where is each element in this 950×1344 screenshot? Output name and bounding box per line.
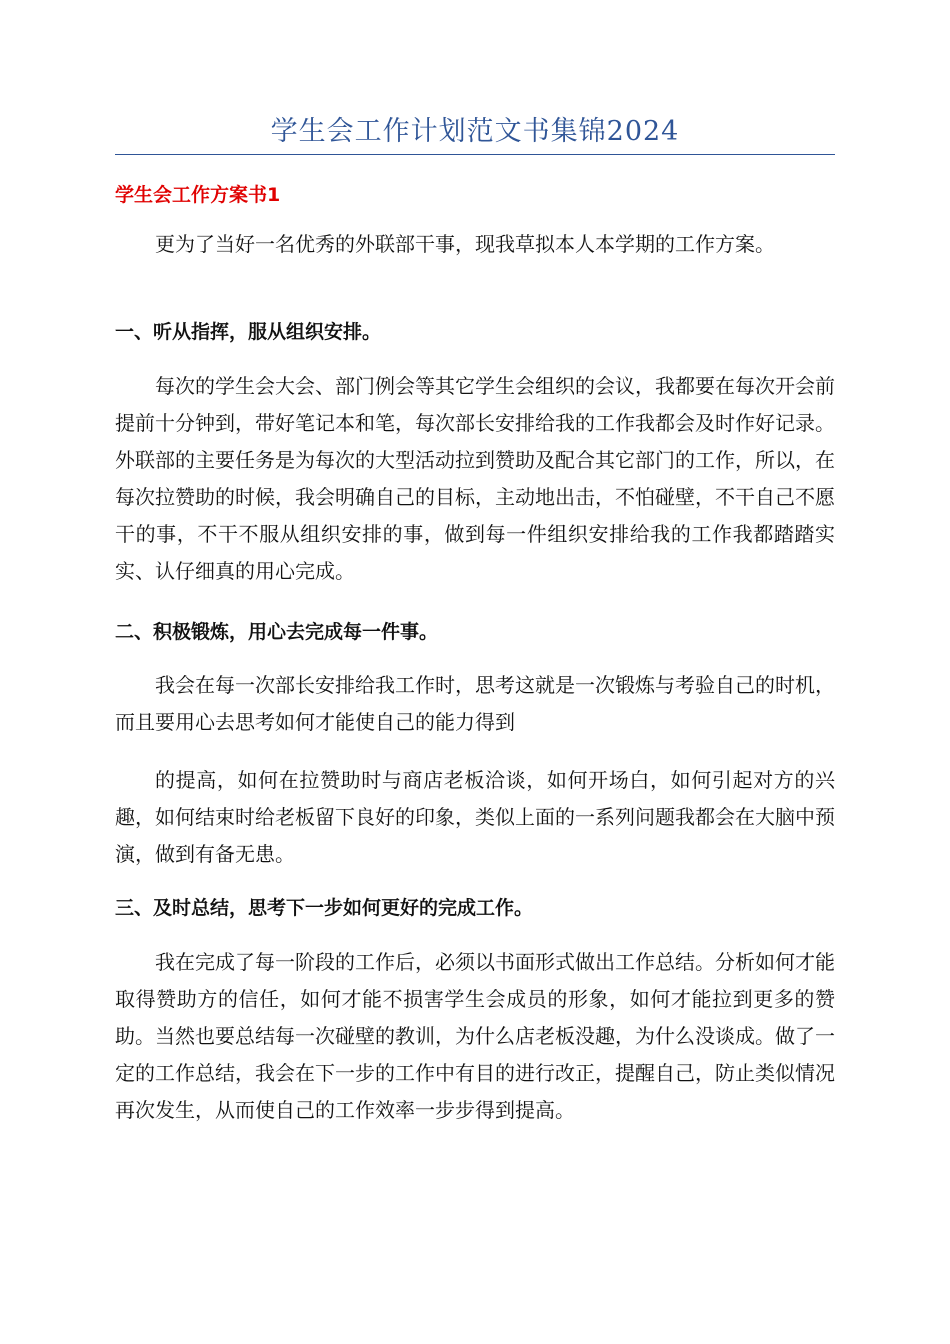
point-3-paragraph: 我在完成了每一阶段的工作后，必须以书面形式做出工作总结。分析如何才能取得赞助方的信任，如何才能不损害学生会成员的形象，如何才能拉到更多的赞助。当然也要总结每一次碰壁的教训，为什么店老板没趣，为什么没谈成。做了一定的工作总结，我会在下一步的工作中有目的进行改正，提醒自己，防止类似情况再次发生，从而使自己的工作效率一步步得到提高。 [115,950,835,1122]
section-heading: 学生会工作方案书1 [115,184,281,206]
intro-paragraph: 更为了当好一名优秀的外联部干事，现我草拟本人本学期的工作方案。 [155,232,775,256]
point-2-heading: 二、积极锻炼，用心去完成每一件事。 [115,621,439,643]
point-1-heading: 一、听从指挥，服从组织安排。 [115,321,382,343]
title-underline [115,154,835,155]
point-3-heading: 三、及时总结，思考下一步如何更好的完成工作。 [115,897,534,919]
point-1-paragraph: 每次的学生会大会、部门例会等其它学生会组织的会议，我都要在每次开会前提前十分钟到，带好笔记本和笔，每次部长安排给我的工作我都会及时作好记录。外联部的主要任务是为每次的大型活动拉到赞助及配合其它部门的工作，所以，在每次拉赞助的时候，我会明确自己的目标，主动地出击，不怕碰壁，不干自己不愿干的事，不干不服从组织安排的事，做到每一件组织安排给我的工作我都踏踏实实、认仔细真的用心完成。 [115,374,835,583]
document-title: 学生会工作计划范文书集锦2024 [270,116,680,147]
point-2-paragraph-2: 的提高，如何在拉赞助时与商店老板洽谈，如何开场白，如何引起对方的兴趣，如何结束时给老板留下良好的印象，类似上面的一系列问题我都会在大脑中预演，做到有备无患。 [115,768,835,866]
point-2-paragraph-1: 我会在每一次部长安排给我工作时，思考这就是一次锻炼与考验自己的时机，而且要用心去思考如何才能使自己的能力得到 [115,673,835,734]
